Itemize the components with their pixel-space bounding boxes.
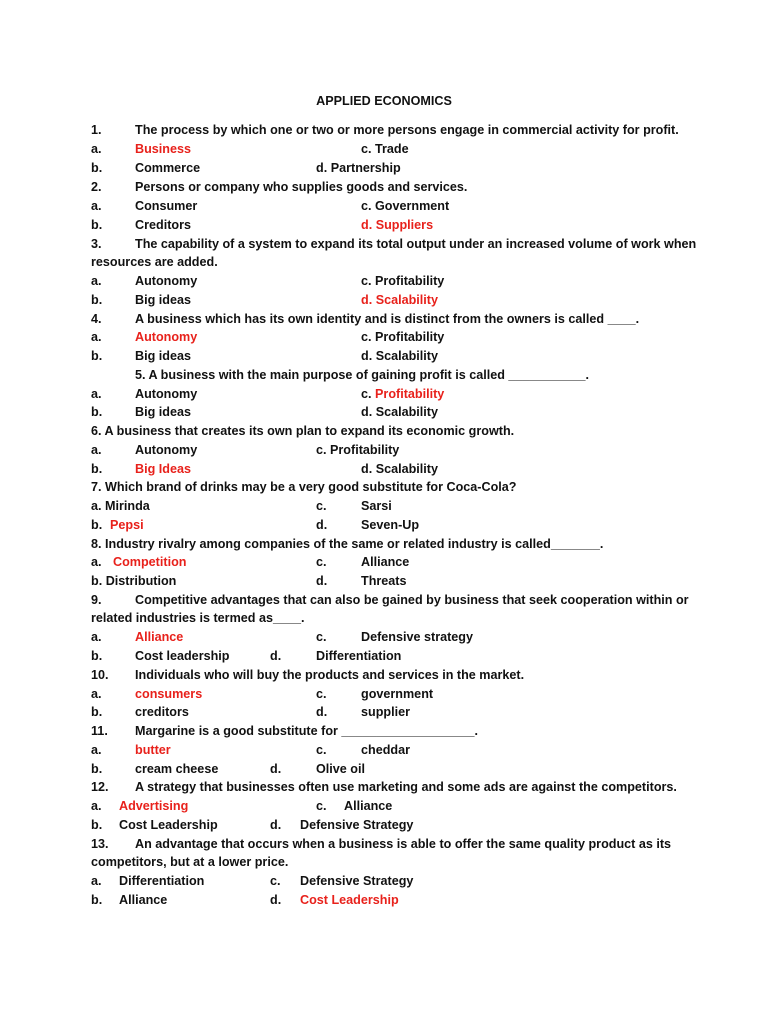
option-row-a [0,553,768,572]
question-text: Margarine is a good substitute for ___________________. [135,724,478,738]
question-text-cont [0,853,768,872]
question-number: 11. [91,724,108,738]
question-5 [0,366,768,385]
question-number: 10. [91,668,109,682]
question-text: 5. A business with the main purpose of gaining profit is called ___________. [135,368,589,382]
option-letter: a. [91,687,102,701]
option: Seven-Up [361,518,420,532]
option-row-a [0,872,768,891]
option: c. Government [361,199,450,213]
option-row-b [0,159,768,178]
option: Commerce [135,161,201,175]
option-letter: c. [316,687,327,701]
option-letter: b. [91,218,103,232]
option: Autonomy [135,387,198,401]
option: Threats [361,574,407,588]
question-text: 7. Which brand of drinks may be a very good substitute for Coca-Cola? [91,480,517,494]
answer-option: d. Scalability [361,293,438,307]
question-11 [0,722,768,741]
question-text: An advantage that occurs when a business is able to offer the same quality product as its [135,837,672,851]
option-letter: d. [316,518,328,532]
option: Defensive Strategy [300,874,414,888]
option-letter: c. [270,874,281,888]
option-letter: a. [91,743,102,757]
question-number: 4. [91,312,102,326]
question-10 [0,666,768,685]
option-row-b [0,460,768,479]
question-text: resources are added. [91,255,218,269]
question-6 [0,422,768,441]
option: c. Profitability [361,274,445,288]
option: c. Trade [361,142,409,156]
option-row-a [0,197,768,216]
option-letter: b. [91,818,103,832]
option: creditors [135,705,189,719]
option-letter: c. [316,555,327,569]
answer-option: consumers [135,687,203,701]
option: Creditors [135,218,191,232]
option-row-a [0,140,768,159]
question-13 [0,835,768,854]
answer-option: d. Suppliers [361,218,434,232]
option-row-a [0,741,768,760]
option: Autonomy [135,443,198,457]
question-text: Individuals who will buy the products and services in the market. [135,668,525,682]
option-row-a [0,797,768,816]
option: Defensive strategy [361,630,473,644]
answer-option: Competition [113,555,187,569]
option-letter: c. [316,630,327,644]
option: Sarsi [361,499,392,513]
question-8 [0,535,768,554]
option: Cost Leadership [119,818,218,832]
option: Differentiation [119,874,205,888]
question-number: 9. [91,593,102,607]
answer-option: Pepsi [110,518,144,532]
option-letter: b. [91,893,103,907]
option: c. Profitability [316,443,400,457]
option: Big ideas [135,293,191,307]
question-number: 12. [91,780,109,794]
option-letter: a. [91,555,102,569]
question-text: 8. Industry rivalry among companies of the same or related industry is called_______. [91,537,604,551]
option: cheddar [361,743,410,757]
option-letter: d. [270,893,282,907]
option-letter: a. [91,199,102,213]
question-number: 1. [91,123,102,137]
option: Olive oil [316,762,365,776]
option-letter: b. [91,762,103,776]
option-letter: b. [91,518,103,532]
answer-option: butter [135,743,171,757]
option-letter: b. [91,705,103,719]
option-letter: b. [91,462,103,476]
question-9 [0,591,768,610]
option: supplier [361,705,410,719]
option-letter: b. [91,405,103,419]
option-row-b [0,891,768,910]
question-1 [0,121,768,140]
option-letter: a. [91,142,102,156]
option-row-b [0,516,768,535]
option: a. Mirinda [91,499,150,513]
option-letter: a. [91,387,102,401]
option: Consumer [135,199,198,213]
question-text: competitors, but at a lower price. [91,855,289,869]
option: d. Scalability [361,462,438,476]
option-letter: b. [91,649,103,663]
option: government [361,687,434,701]
option-letter: b. [91,349,103,363]
question-number: 3. [91,237,102,251]
option-letter: b. [91,293,103,307]
option-row-b [0,291,768,310]
answer-option: Alliance [135,630,184,644]
option-letter: a. [91,330,102,344]
question-2 [0,178,768,197]
option: Alliance [344,799,393,813]
question-text-cont [0,609,768,628]
option-letter: d. [316,705,328,719]
option-letter: d. [270,818,282,832]
option-row-b [0,216,768,235]
answer-option: Advertising [119,799,189,813]
option-row-b [0,816,768,835]
option: Alliance [119,893,168,907]
option-letter: c. [361,387,376,401]
option: c. Profitability [361,330,445,344]
option-letter: d. [270,649,282,663]
question-text: Persons or company who supplies goods and services. [135,180,468,194]
option-row-b [0,403,768,422]
option-letter: c. [316,743,327,757]
option: Differentiation [316,649,402,663]
option-letter: d. [316,574,328,588]
option: Alliance [361,555,410,569]
question-text: The process by which one or two or more persons engage in commercial activity for profit. [135,123,679,137]
question-text: A strategy that businesses often use marketing and some ads are against the competitors. [135,780,677,794]
option-letter: a. [91,274,102,288]
option-row-b [0,647,768,666]
option: Big ideas [135,405,191,419]
option-row-a [0,497,768,516]
option [361,385,444,404]
option: Autonomy [135,274,198,288]
option: Big ideas [135,349,191,363]
question-4 [0,310,768,329]
option-letter: a. [91,443,102,457]
option-row-b [0,347,768,366]
option-row-b [0,572,768,591]
option-letter: a. [91,799,102,813]
answer-option: Business [135,142,191,156]
answer-option: Profitability [375,387,445,401]
question-text: related industries is termed as____. [91,611,305,625]
question-number: 13. [91,837,109,851]
option: d. Scalability [361,349,438,363]
question-7 [0,478,768,497]
option-row-a [0,685,768,704]
option: b. Distribution [91,574,177,588]
option-row-a [0,441,768,460]
question-12 [0,778,768,797]
option: d. Scalability [361,405,438,419]
question-text: The capability of a system to expand its total output under an increased volume of work when [135,237,697,251]
option-letter: a. [91,874,102,888]
document-title: APPLIED ECONOMICS [316,94,452,108]
option-row-a [0,328,768,347]
answer-option: Big Ideas [135,462,191,476]
option: cream cheese [135,762,219,776]
option: Cost leadership [135,649,230,663]
question-number: 2. [91,180,102,194]
option-row-a [0,272,768,291]
option: d. Partnership [316,161,401,175]
option-letter: b. [91,161,103,175]
answer-option: Cost Leadership [300,893,399,907]
option: Defensive Strategy [300,818,414,832]
option-letter: c. [316,499,327,513]
option-row-b [0,760,768,779]
question-text-cont [0,253,768,272]
answer-option: Autonomy [135,330,198,344]
question-3 [0,235,768,254]
question-text: Competitive advantages that can also be gained by business that seek cooperation within or [135,593,689,607]
option-row-a [0,385,768,404]
option-row-a [0,628,768,647]
option-letter: c. [316,799,327,813]
option-letter: a. [91,630,102,644]
question-text: 6. A business that creates its own plan to expand its economic growth. [91,424,515,438]
option-row-b [0,703,768,722]
option-letter: d. [270,762,282,776]
question-text: A business which has its own identity and is distinct from the owners is called ____. [135,312,640,326]
